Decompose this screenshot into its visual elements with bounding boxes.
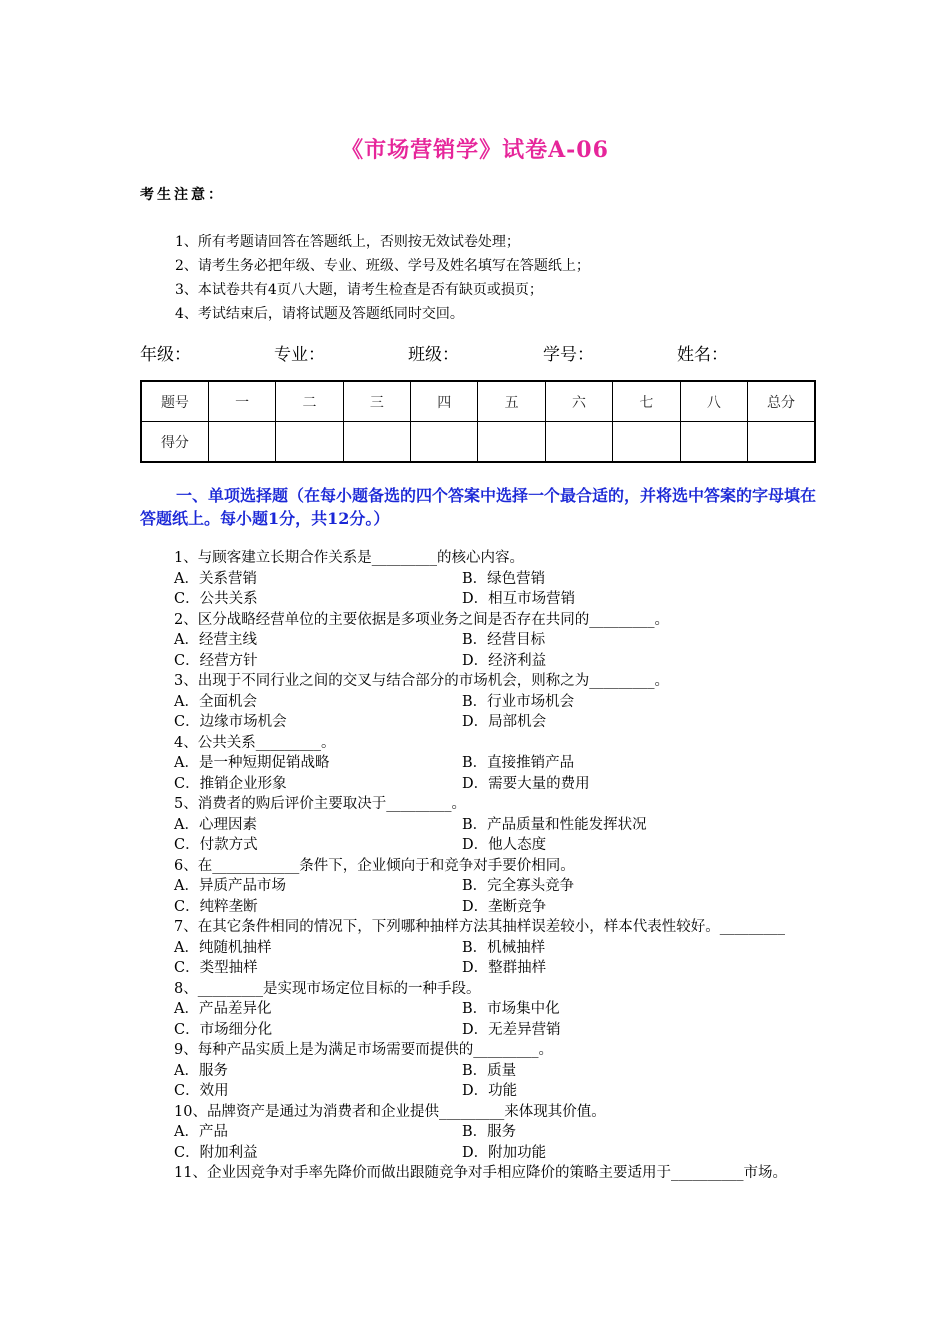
question-stem: 4、公共关系_________。: [174, 734, 336, 751]
question-stem: 3、出现于不同行业之间的交叉与结合部分的市场机会，则称之为_________。: [174, 673, 669, 689]
option-row: [140, 630, 820, 651]
student-info-fields: [140, 340, 820, 366]
notice-item: 4、考试结束后，请将试题及答题纸同时交回。: [175, 306, 464, 322]
option-row: [140, 1081, 820, 1102]
option-d: D．无差异营销: [462, 1021, 561, 1038]
notice-heading: 考生注意：: [140, 187, 225, 203]
question-stem: 1、与顾客建立长期合作关系是_________的核心内容。: [174, 550, 524, 566]
option-c: C．公共关系: [174, 591, 258, 607]
option-b: B．行业市场机会: [462, 693, 575, 710]
column-header: 五: [478, 381, 545, 422]
option-b: B．质量: [462, 1062, 517, 1079]
question-list: [140, 548, 820, 1184]
option-row: [140, 774, 820, 795]
score-row: [141, 422, 815, 463]
notice-item: 3、本试卷共有4页八大题，请考生检查是否有缺页或损页；: [175, 282, 543, 298]
option-d: D．局部机会: [462, 714, 547, 730]
option-c: C．市场细分化: [174, 1021, 273, 1038]
column-header: 总分: [748, 381, 815, 422]
option-a: A．服务: [174, 1062, 228, 1079]
score-cell: [545, 422, 612, 463]
question-stem: 9、每种产品实质上是为满足市场需要而提供的_________。: [174, 1042, 553, 1058]
option-a: A．心理因素: [174, 816, 257, 833]
name-field: 姓名：: [677, 345, 728, 365]
option-a: A．纯随机抽样: [174, 939, 272, 956]
option-row: [140, 651, 820, 672]
option-b: B．完全寡头竞争: [462, 878, 575, 894]
option-row: [140, 1143, 820, 1164]
header-label: 题号: [141, 381, 208, 422]
grade-field: 年级：: [140, 345, 191, 365]
option-d: D．他人态度: [462, 837, 547, 853]
option-row: [140, 1020, 820, 1041]
option-row: [140, 958, 820, 979]
option-d: D．相互市场营销: [462, 591, 576, 607]
question-stem: 6、在____________条件下，企业倾向于和竞争对手要价相同。: [174, 857, 575, 874]
column-header: 三: [343, 381, 410, 422]
option-c: C．附加利益: [174, 1144, 258, 1161]
column-header: 四: [411, 381, 478, 422]
option-row: [140, 589, 820, 610]
option-row: [140, 938, 820, 959]
option-row: [140, 753, 820, 774]
exam-title: 《市场营销学》试卷A-06: [341, 137, 609, 163]
option-d: D．附加功能: [462, 1144, 547, 1161]
question-stem: 2、区分战略经营单位的主要依据是多项业务之间是否存在共同的_________。: [174, 611, 669, 628]
major-field: 专业：: [274, 345, 325, 365]
option-b: B．服务: [462, 1124, 517, 1140]
question-stem: 8、_________是实现市场定位目标的一种手段。: [174, 980, 481, 997]
column-header: 二: [276, 381, 343, 422]
option-a: A．是一种短期促销战略: [174, 755, 330, 771]
notice-item: 2、请考生务必把年级、专业、班级、学号及姓名填写在答题纸上；: [175, 258, 590, 274]
option-a: A．产品差异化: [174, 1001, 272, 1017]
column-header: 八: [680, 381, 747, 422]
student-id-field: 学号：: [543, 345, 594, 365]
score-cell: [276, 422, 343, 463]
score-cell: [680, 422, 747, 463]
option-a: A．异质产品市场: [174, 878, 286, 894]
row-label: 得分: [141, 422, 208, 463]
option-b: B．直接推销产品: [462, 755, 575, 771]
option-d: D．需要大量的费用: [462, 775, 590, 792]
option-c: C．类型抽样: [174, 960, 258, 976]
option-row: [140, 876, 820, 897]
option-row: [140, 1061, 820, 1082]
option-row: [140, 835, 820, 856]
score-table: [140, 380, 816, 463]
question-stem: 10、品牌资产是通过为消费者和企业提供_________来体现其价值。: [174, 1103, 606, 1120]
option-a: A．关系营销: [174, 570, 257, 587]
option-a: A．全面机会: [174, 693, 257, 710]
option-d: D．经济利益: [462, 652, 547, 669]
question-stem: 7、在其它条件相同的情况下，下列哪种抽样方法其抽样误差较小，样本代表性较好。_________: [174, 919, 785, 935]
option-b: B．产品质量和性能发挥状况: [462, 816, 647, 833]
score-cell: [748, 422, 815, 463]
option-row: [140, 999, 820, 1020]
option-c: C．纯粹垄断: [174, 898, 258, 915]
column-header: 一: [208, 381, 275, 422]
score-cell: [343, 422, 410, 463]
option-b: B．市场集中化: [462, 1001, 560, 1017]
notice-list: [175, 230, 590, 326]
score-header-row: [141, 381, 815, 422]
class-field: 班级：: [408, 345, 459, 365]
option-d: D．功能: [462, 1083, 518, 1099]
option-row: [140, 897, 820, 918]
option-b: B．绿色营销: [462, 570, 546, 587]
option-row: [140, 692, 820, 713]
option-a: A．产品: [174, 1124, 228, 1140]
option-b: B．机械抽样: [462, 939, 546, 956]
option-b: B．经营目标: [462, 632, 546, 648]
option-c: C．边缘市场机会: [174, 714, 287, 730]
option-c: C．推销企业形象: [174, 775, 287, 792]
option-c: C．付款方式: [174, 837, 258, 853]
score-cell: [411, 422, 478, 463]
option-row: [140, 815, 820, 836]
score-cell: [613, 422, 680, 463]
question-stem: 11、企业因竞争对手率先降价而做出跟随竞争对手相应降价的策略主要适用于__________市场。: [174, 1165, 787, 1181]
score-cell: [478, 422, 545, 463]
option-d: D．整群抽样: [462, 960, 547, 976]
section-heading: 一、单项选择题（在每小题备选的四个答案中选择一个最合适的，并将选中答案的字母填在答题纸上。每小题1分，共12分。）: [140, 486, 817, 528]
question-stem: 5、消费者的购后评价主要取决于_________。: [174, 796, 466, 812]
column-header: 七: [613, 381, 680, 422]
notice-item: 1、所有考题请回答在答题纸上，否则按无效试卷处理；: [175, 234, 520, 250]
option-d: D．垄断竞争: [462, 898, 547, 915]
option-a: A．经营主线: [174, 632, 257, 648]
option-row: [140, 1122, 820, 1143]
column-header: 六: [545, 381, 612, 422]
option-row: [140, 712, 820, 733]
option-c: C．经营方针: [174, 652, 258, 669]
score-cell: [208, 422, 275, 463]
option-row: [140, 569, 820, 590]
option-c: C．效用: [174, 1083, 229, 1099]
